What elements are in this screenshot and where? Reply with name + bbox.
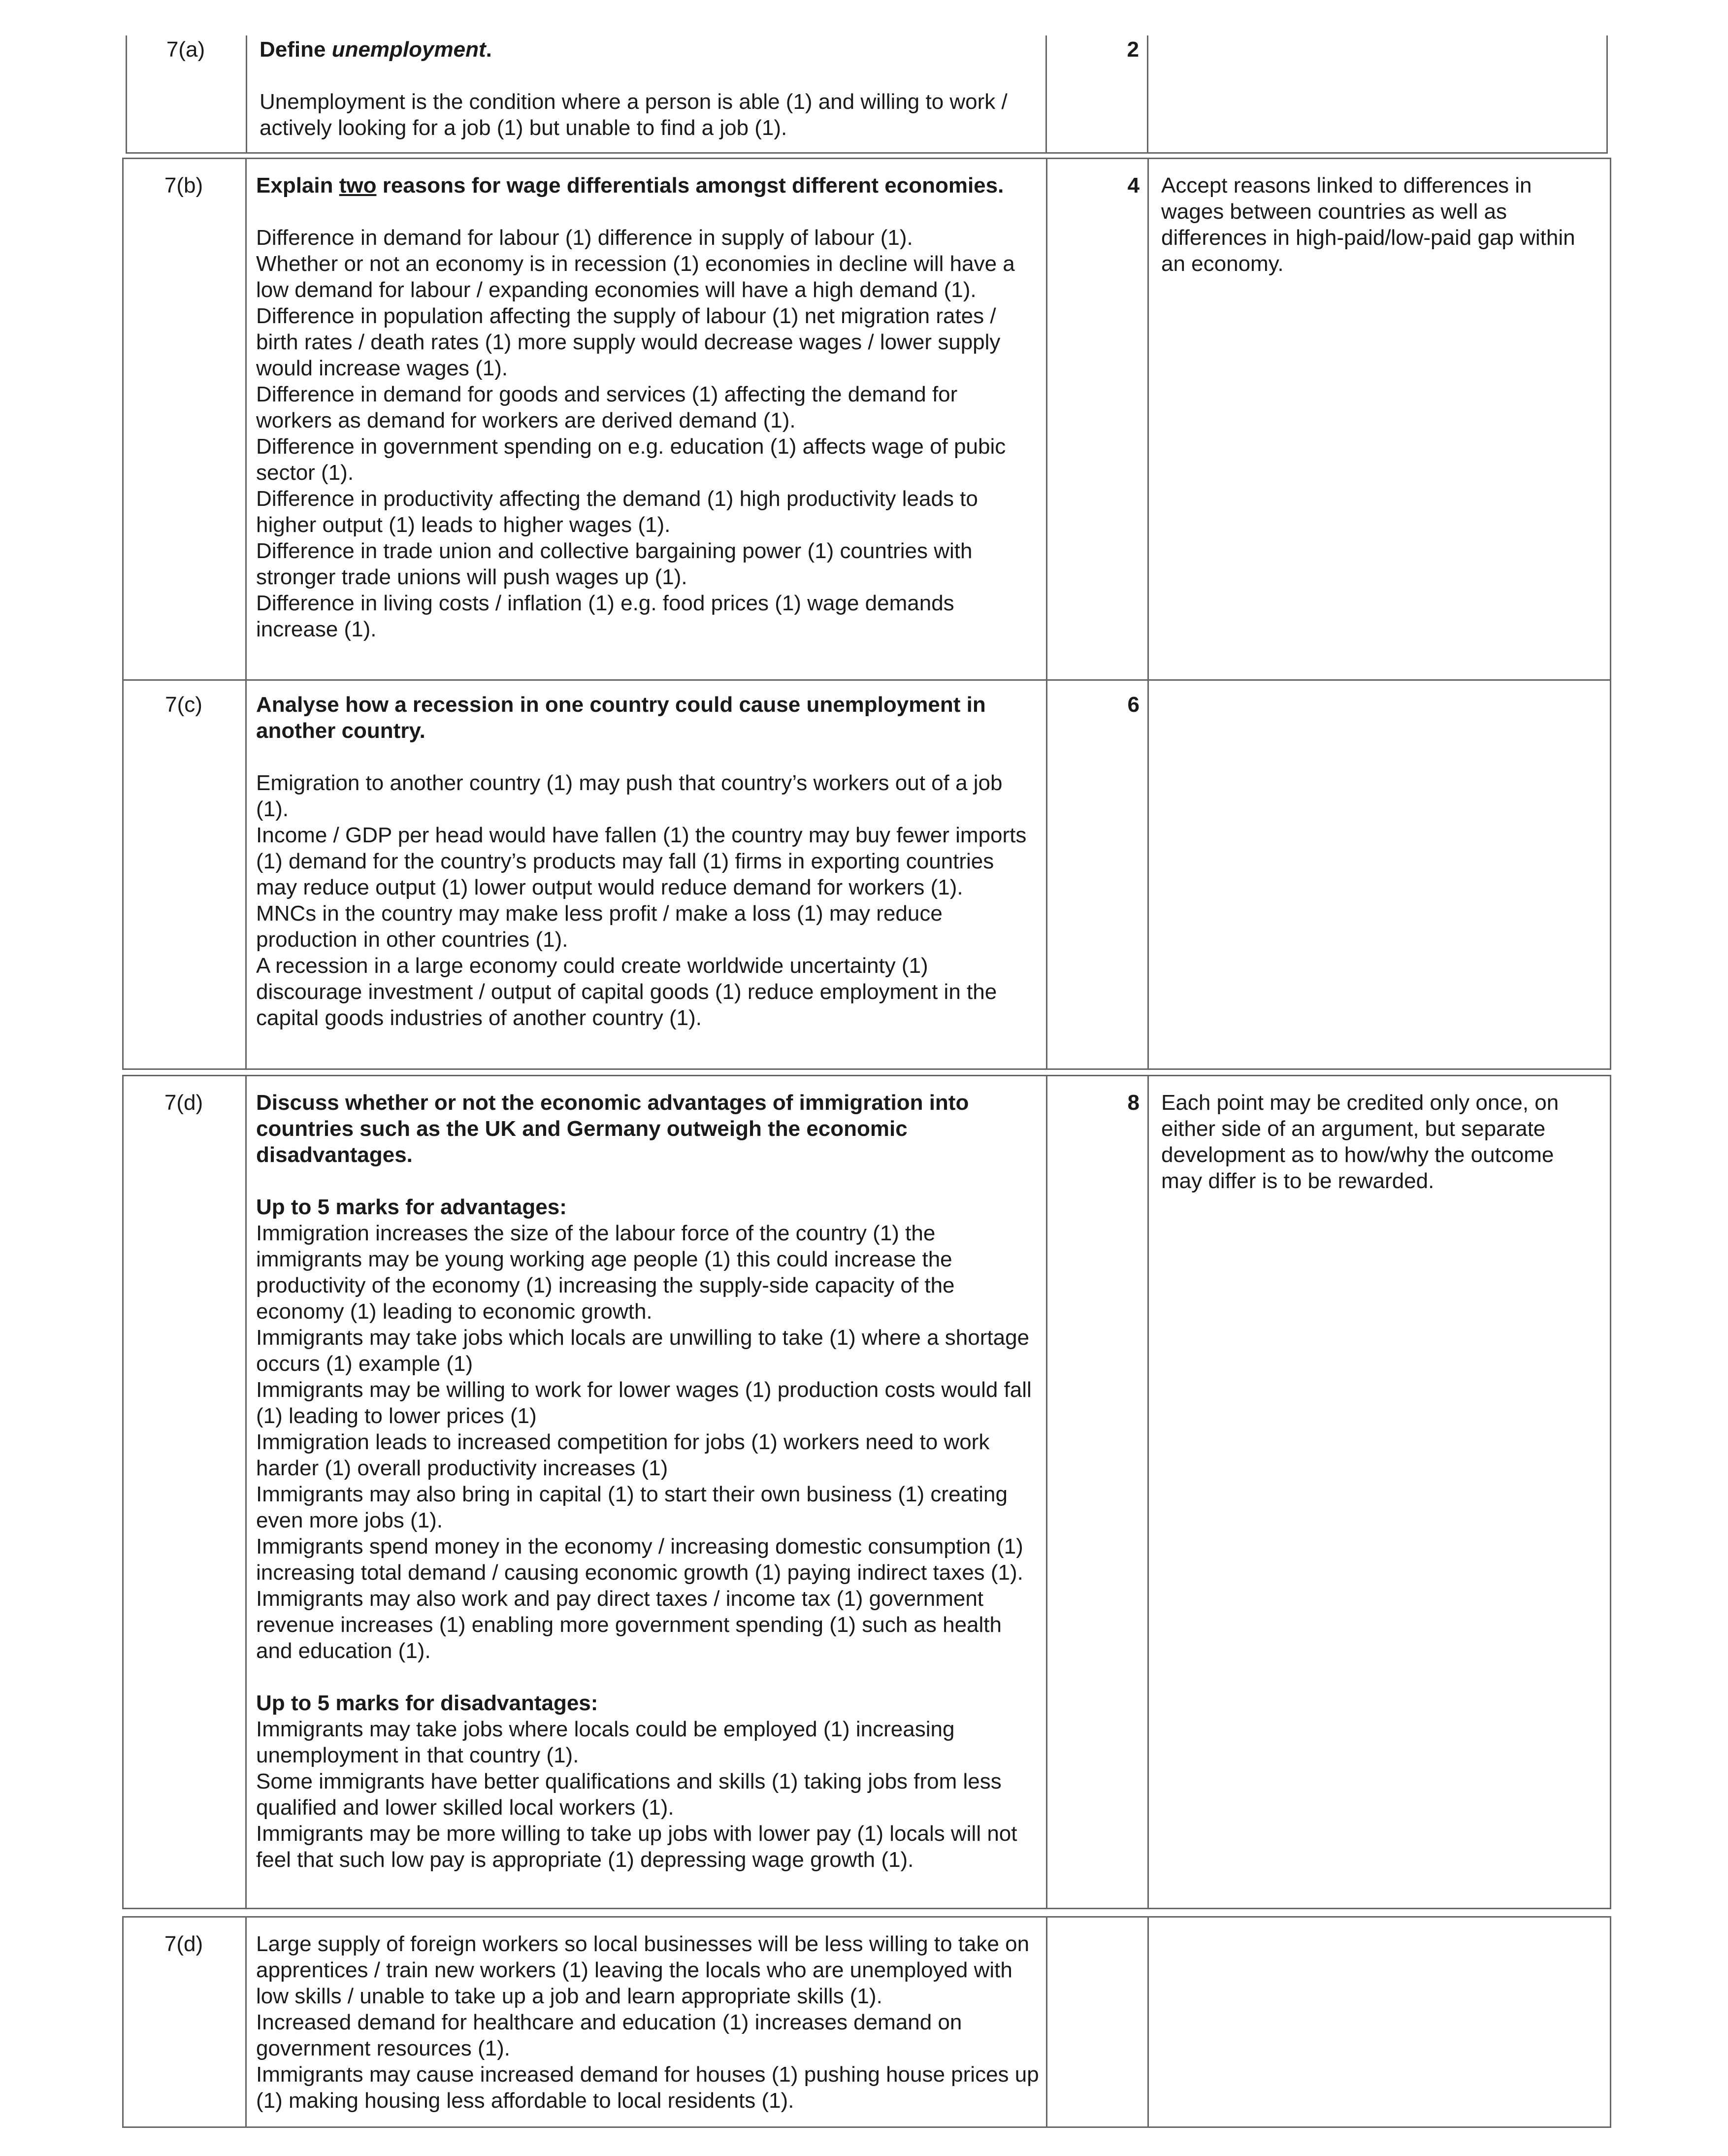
answer-line: Difference in trade union and collective bargaining power (1) countries with stronger trade unions will push wages up (1). [256, 539, 973, 589]
answer-line: Increased demand for healthcare and education (1) increases demand on government resources (1). [256, 2010, 962, 2060]
answer-line: Unemployment is the condition where a person is able (1) and willing to work / actively looking for a job (1) but unable to find a job (1). [260, 90, 1008, 140]
answer-line: Immigration leads to increased competition for jobs (1) workers need to work harder (1) overall productivity increases (1) [256, 1430, 990, 1480]
answer-line: Large supply of foreign workers so local businesses will be less willing to take on apprentices / train new workers (1) leaving the locals who are unemployed with low skills / unable to take up a job and learn appropriate skills (1). [256, 1932, 1030, 2008]
question-text: Analyse how a recession in one country could cause unemployment in another country. [256, 693, 986, 743]
row-7d [122, 1075, 1611, 1909]
question-number: 7(b) [164, 173, 203, 198]
disadvantages-heading: Up to 5 marks for disadvantages: [256, 1691, 598, 1715]
advantages-heading: Up to 5 marks for advantages: [256, 1195, 567, 1219]
answer-line: Immigrants may be more willing to take up jobs with lower pay (1) locals will not feel that such low pay is appropriate (1) depressing wage growth (1). [256, 1822, 1017, 1872]
question-number: 7(d) [164, 1932, 203, 1956]
question-number: 7(a) [166, 37, 205, 62]
row-7b [122, 158, 1611, 681]
answer-line: Immigrants may also bring in capital (1) to start their own business (1) creating even more jobs (1). [256, 1482, 1008, 1532]
answer-line: Difference in demand for goods and services (1) affecting the demand for workers as demand for workers are derived demand (1). [256, 382, 958, 432]
question-number: 7(d) [164, 1091, 203, 1115]
row-7a [126, 35, 1608, 154]
row-7c [122, 681, 1611, 1070]
answer-line: Some immigrants have better qualifications and skills (1) taking jobs from less qualified and lower skilled local workers (1). [256, 1769, 1002, 1820]
answer-line: Immigrants may be willing to work for lower wages (1) production costs would fall (1) leading to lower prices (1) [256, 1378, 1032, 1428]
answer-line: MNCs in the country may make less profit / make a loss (1) may reduce production in other countries (1). [256, 901, 943, 952]
answer-line: Difference in demand for labour (1) difference in supply of labour (1). [256, 226, 913, 250]
answer-line: Immigrants may cause increased demand for houses (1) pushing house prices up (1) making housing less affordable to local residents (1). [256, 2062, 1039, 2113]
guidance-text: Each point may be credited only once, on either side of an argument, but separate development as to how/why the outcome may differ is to be rewarded. [1161, 1091, 1559, 1193]
marks-value: 6 [1127, 693, 1140, 717]
answer-line: Difference in productivity affecting the demand (1) high productivity leads to higher output (1) leads to higher wages (1). [256, 487, 978, 537]
question-text: Define unemployment. [260, 37, 492, 62]
marks-value: 2 [1127, 37, 1139, 62]
marks-value: 4 [1127, 173, 1140, 198]
row-7d-continued [122, 1916, 1611, 2128]
answer-content [256, 1931, 1039, 2114]
answer-content [256, 692, 1039, 1031]
answer-line: Immigrants spend money in the economy / increasing domestic consumption (1) increasing total demand / causing economic growth (1) paying indirect taxes (1). [256, 1534, 1023, 1585]
answer-line: Difference in government spending on e.g. education (1) affects wage of pubic sector (1). [256, 434, 1006, 485]
answer-line: Income / GDP per head would have fallen (1) the country may buy fewer imports (1) demand for the country’s products may fall (1) firms in exporting countries may reduce output (1) lower output would reduce demand for workers (1). [256, 823, 1027, 899]
answer-content [256, 1090, 1039, 1873]
answer-line: Immigrants may take jobs where locals could be employed (1) increasing unemployment in that country (1). [256, 1717, 955, 1767]
question-text: Explain two reasons for wage differentials amongst different economies. [256, 173, 1004, 198]
answer-content [260, 36, 1038, 141]
answer-content [256, 172, 1039, 642]
answer-line: Difference in population affecting the supply of labour (1) net migration rates / birth rates / death rates (1) more supply would decrease wages / lower supply would increase wages (1). [256, 304, 1001, 380]
answer-line: Immigrants may take jobs which locals are unwilling to take (1) where a shortage occurs (1) example (1) [256, 1326, 1030, 1376]
answer-line: Immigrants may also work and pay direct taxes / income tax (1) government revenue increases (1) enabling more government spending (1) such as health and education (1). [256, 1587, 1002, 1663]
answer-line: Immigration increases the size of the labour force of the country (1) the immigrants may be young working age people (1) this could increase the productivity of the economy (1) increasing the supply-side capacity of the economy (1) leading to economic growth. [256, 1221, 955, 1324]
question-text: Discuss whether or not the economic advantages of immigration into countries such as the UK and Germany outweigh the economic disadvantages. [256, 1091, 969, 1167]
marks-value: 8 [1127, 1091, 1140, 1115]
answer-line: Emigration to another country (1) may push that country’s workers out of a job (1). [256, 771, 1003, 821]
guidance-text: Accept reasons linked to differences in wages between countries as well as differences in high-paid/low-paid gap within an economy. [1161, 173, 1575, 276]
answer-line: Difference in living costs / inflation (1) e.g. food prices (1) wage demands increase (1). [256, 591, 954, 641]
question-number: 7(c) [165, 693, 202, 717]
answer-line: A recession in a large economy could create worldwide uncertainty (1) discourage investment / output of capital goods (1) reduce employment in the capital goods industries of another country (1). [256, 954, 997, 1030]
answer-line: Whether or not an economy is in recession (1) economies in decline will have a low demand for labour / expanding economies will have a high demand (1). [256, 252, 1015, 302]
